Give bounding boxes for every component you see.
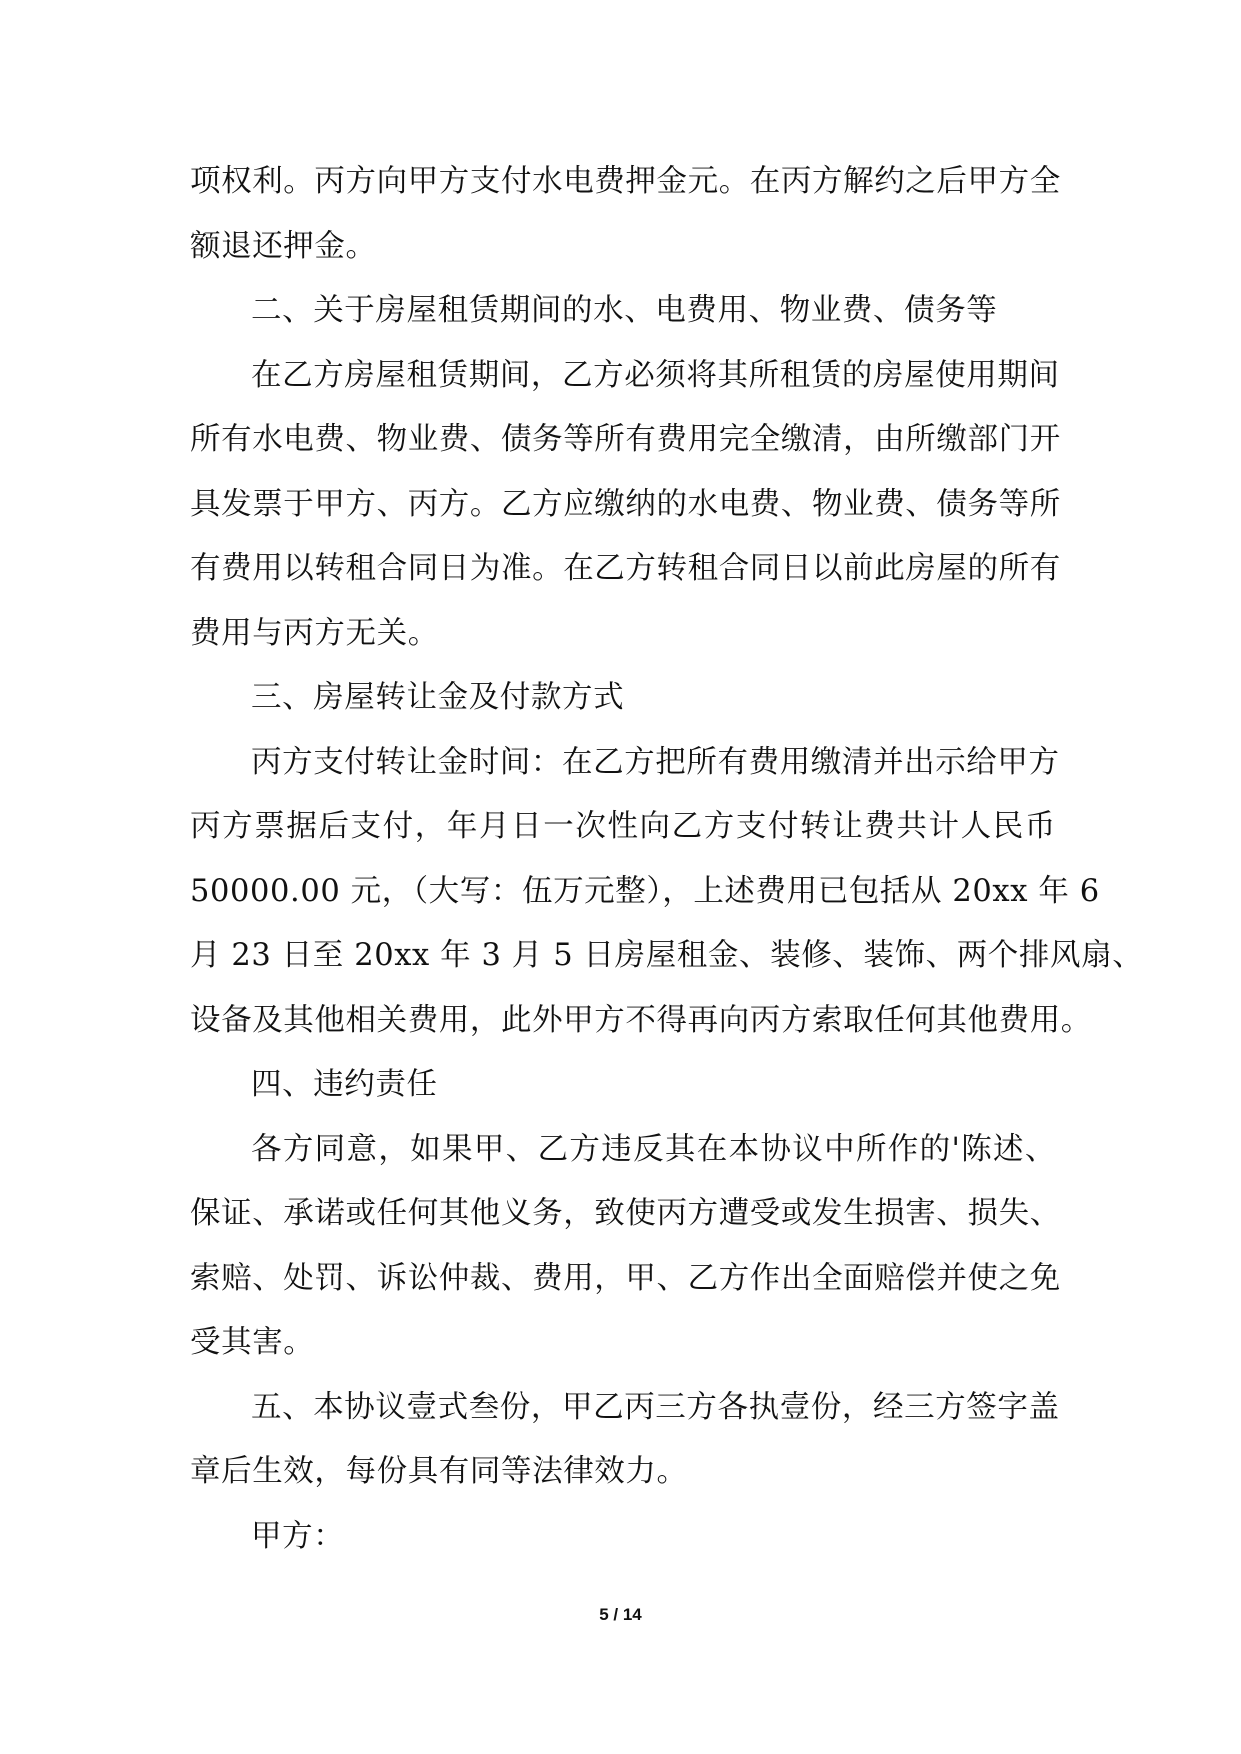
body-line: 章后生效，每份具有同等法律效力。 [190, 1454, 688, 1489]
body-line: 受其害。 [190, 1325, 315, 1360]
signature-party-a-label: 甲方： [251, 1518, 345, 1554]
page-number: 5 / 14 [599, 1605, 642, 1624]
body-line: 在乙方房屋租赁期间，乙方必须将其所租赁的房屋使用期间 [251, 357, 1060, 393]
body-line: 丙方支付转让金时间：在乙方把所有费用缴清并出示给甲方 [251, 744, 1060, 780]
body-line: 设备及其他相关费用，此外甲方不得再向丙方索取任何其他费用。 [190, 1002, 1092, 1038]
body-line: 保证、承诺或任何其他义务，致使丙方遭受或发生损害、损失、 [190, 1196, 1061, 1231]
body-line: 项权利。丙方向甲方支付水电费押金元。在丙方解约之后甲方全 [190, 164, 1061, 199]
body-line: 所有水电费、物业费、债务等所有费用完全缴清，由所缴部门开 [190, 422, 1061, 457]
body-line: 具发票于甲方、丙方。乙方应缴纳的水电费、物业费、债务等所 [190, 486, 1061, 522]
section-heading-5: 五、本协议壹式叁份，甲乙丙三方各执壹份，经三方签字盖 [251, 1389, 1060, 1425]
body-line: 丙方票据后支付，年月日一次性向乙方支付转让费共计人民币 [190, 809, 1056, 844]
section-heading-3: 三、房屋转让金及付款方式 [251, 680, 625, 715]
document-body [190, 150, 1144, 1569]
section-heading-4: 四、违约责任 [251, 1067, 438, 1102]
body-line: 索赔、处罚、诉讼仲裁、费用，甲、乙方作出全面赔偿并使之免 [190, 1260, 1061, 1296]
body-line: 月 23 日至 20xx 年 3 月 5 日房屋租金、装修、装饰、两个排风扇、 [190, 938, 1144, 973]
body-line: 费用与丙方无关。 [190, 615, 439, 651]
body-line: 有费用以转租合同日为准。在乙方转租合同日以前此房屋的所有 [190, 551, 1061, 586]
body-line: 50000.00 元，（大写：伍万元整），上述费用已包括从 20xx 年 6 [190, 873, 1100, 909]
section-heading-2: 二、关于房屋租赁期间的水、电费用、物业费、债务等 [251, 293, 998, 328]
body-line: 各方同意，如果甲、乙方违反其在本协议中所作的'陈述、 [251, 1131, 1056, 1167]
body-line: 额退还押金。 [190, 228, 377, 264]
